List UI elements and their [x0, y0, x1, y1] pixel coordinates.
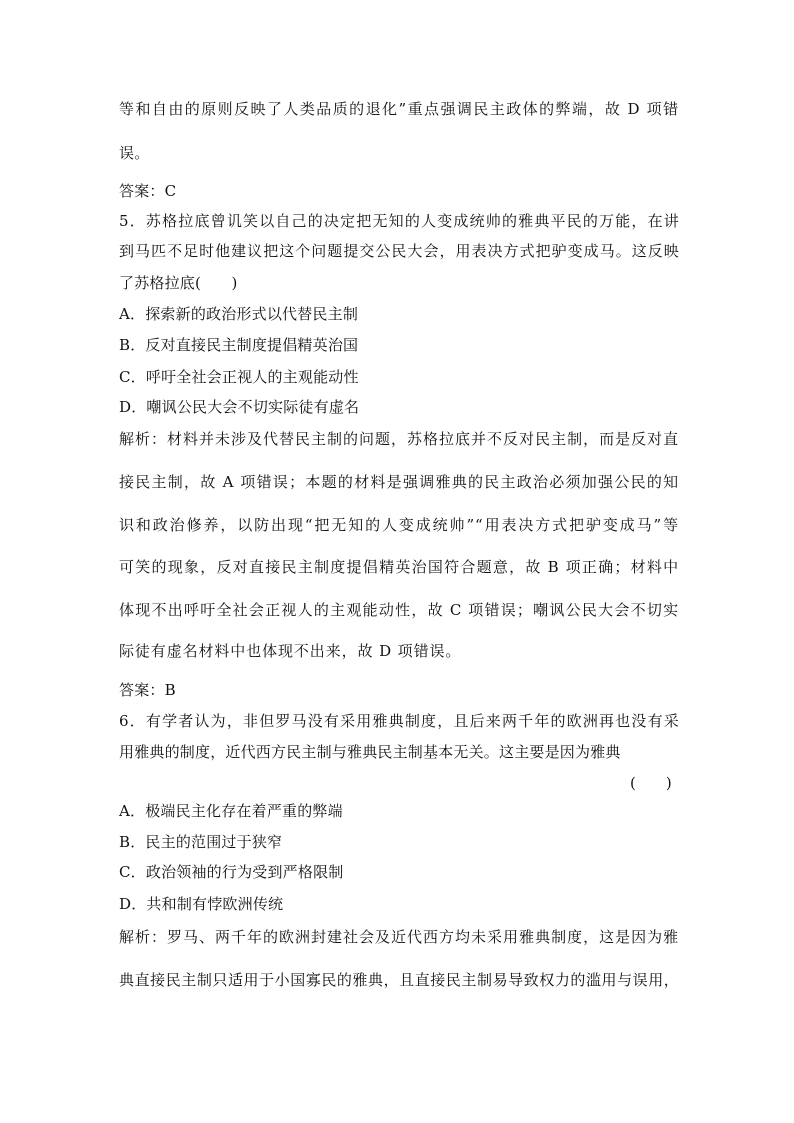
option-5c: C．呼吁全社会正视人的主观能动性 [119, 368, 359, 386]
analysis-5-line-5: 体现不出呼吁全社会正视人的主观能动性，故 C 项错误；嘲讽公民大会不切实 [119, 601, 679, 619]
option-5d: D．嘲讽公民大会不切实际徒有虚名 [119, 398, 360, 416]
answer-4: 答案：C [119, 182, 177, 200]
analysis-5-line-2: 接民主制，故 A 项错误；本题的材料是强调雅典的民主政治必须加强公民的知 [119, 473, 679, 491]
option-6a: A．极端民主化存在着严重的弊端 [119, 802, 343, 820]
option-6b: B．民主的范围过于狭窄 [119, 833, 283, 851]
analysis-5-line-1: 解析：材料并未涉及代替民主制的问题，苏格拉底并不反对民主制，而是反对直 [119, 430, 679, 448]
question-5-line-2: 到马匹不足时他建议把这个问题提交公民大会，用表决方式把驴变成马。这反映 [119, 242, 679, 260]
text-line-1: 等和自由的原则反映了人类品质的退化”重点强调民主政体的弊端，故 D 项错 [119, 100, 679, 118]
analysis-5-line-6: 际徒有虚名材料中也体现不出来，故 D 项错误。 [119, 642, 462, 660]
question-5-line-3: 了苏格拉底( ) [119, 274, 238, 292]
text-line-2: 误。 [119, 144, 150, 162]
analysis-6-line-1: 解析：罗马、两千年的欧洲封建社会及近代西方均未采用雅典制度，这是因为雅 [119, 928, 679, 946]
analysis-5-line-3: 识和政治修养，以防出现“把无知的人变成统帅”“用表决方式把驴变成马”等 [119, 516, 679, 534]
question-6-paren: ( ) [630, 774, 672, 792]
question-6-line-1: 6．有学者认为，非但罗马没有采用雅典制度，且后来两千年的欧洲再也没有采 [119, 712, 679, 730]
option-6c: C．政治领袖的行为受到严格限制 [119, 863, 344, 881]
option-6d: D．共和制有悖欧洲传统 [119, 895, 284, 913]
analysis-5-line-4: 可笑的现象，反对直接民主制度提倡精英治国符合题意，故 B 项正确；材料中 [119, 558, 679, 576]
question-5-line-1: 5．苏格拉底曾讥笑以自己的决定把无知的人变成统帅的雅典平民的万能，在讲 [119, 212, 679, 230]
analysis-6-line-2: 典直接民主制只适用于小国寡民的雅典，且直接民主制易导致权力的滥用与误用， [119, 971, 679, 989]
answer-5: 答案：B [119, 681, 176, 699]
option-5b: B．反对直接民主制度提倡精英治国 [119, 336, 359, 354]
question-6-line-2: 用雅典的制度，近代西方民主制与雅典民主制基本无关。这主要是因为雅典 [119, 743, 621, 761]
option-5a: A．探索新的政治形式以代替民主制 [119, 305, 359, 323]
